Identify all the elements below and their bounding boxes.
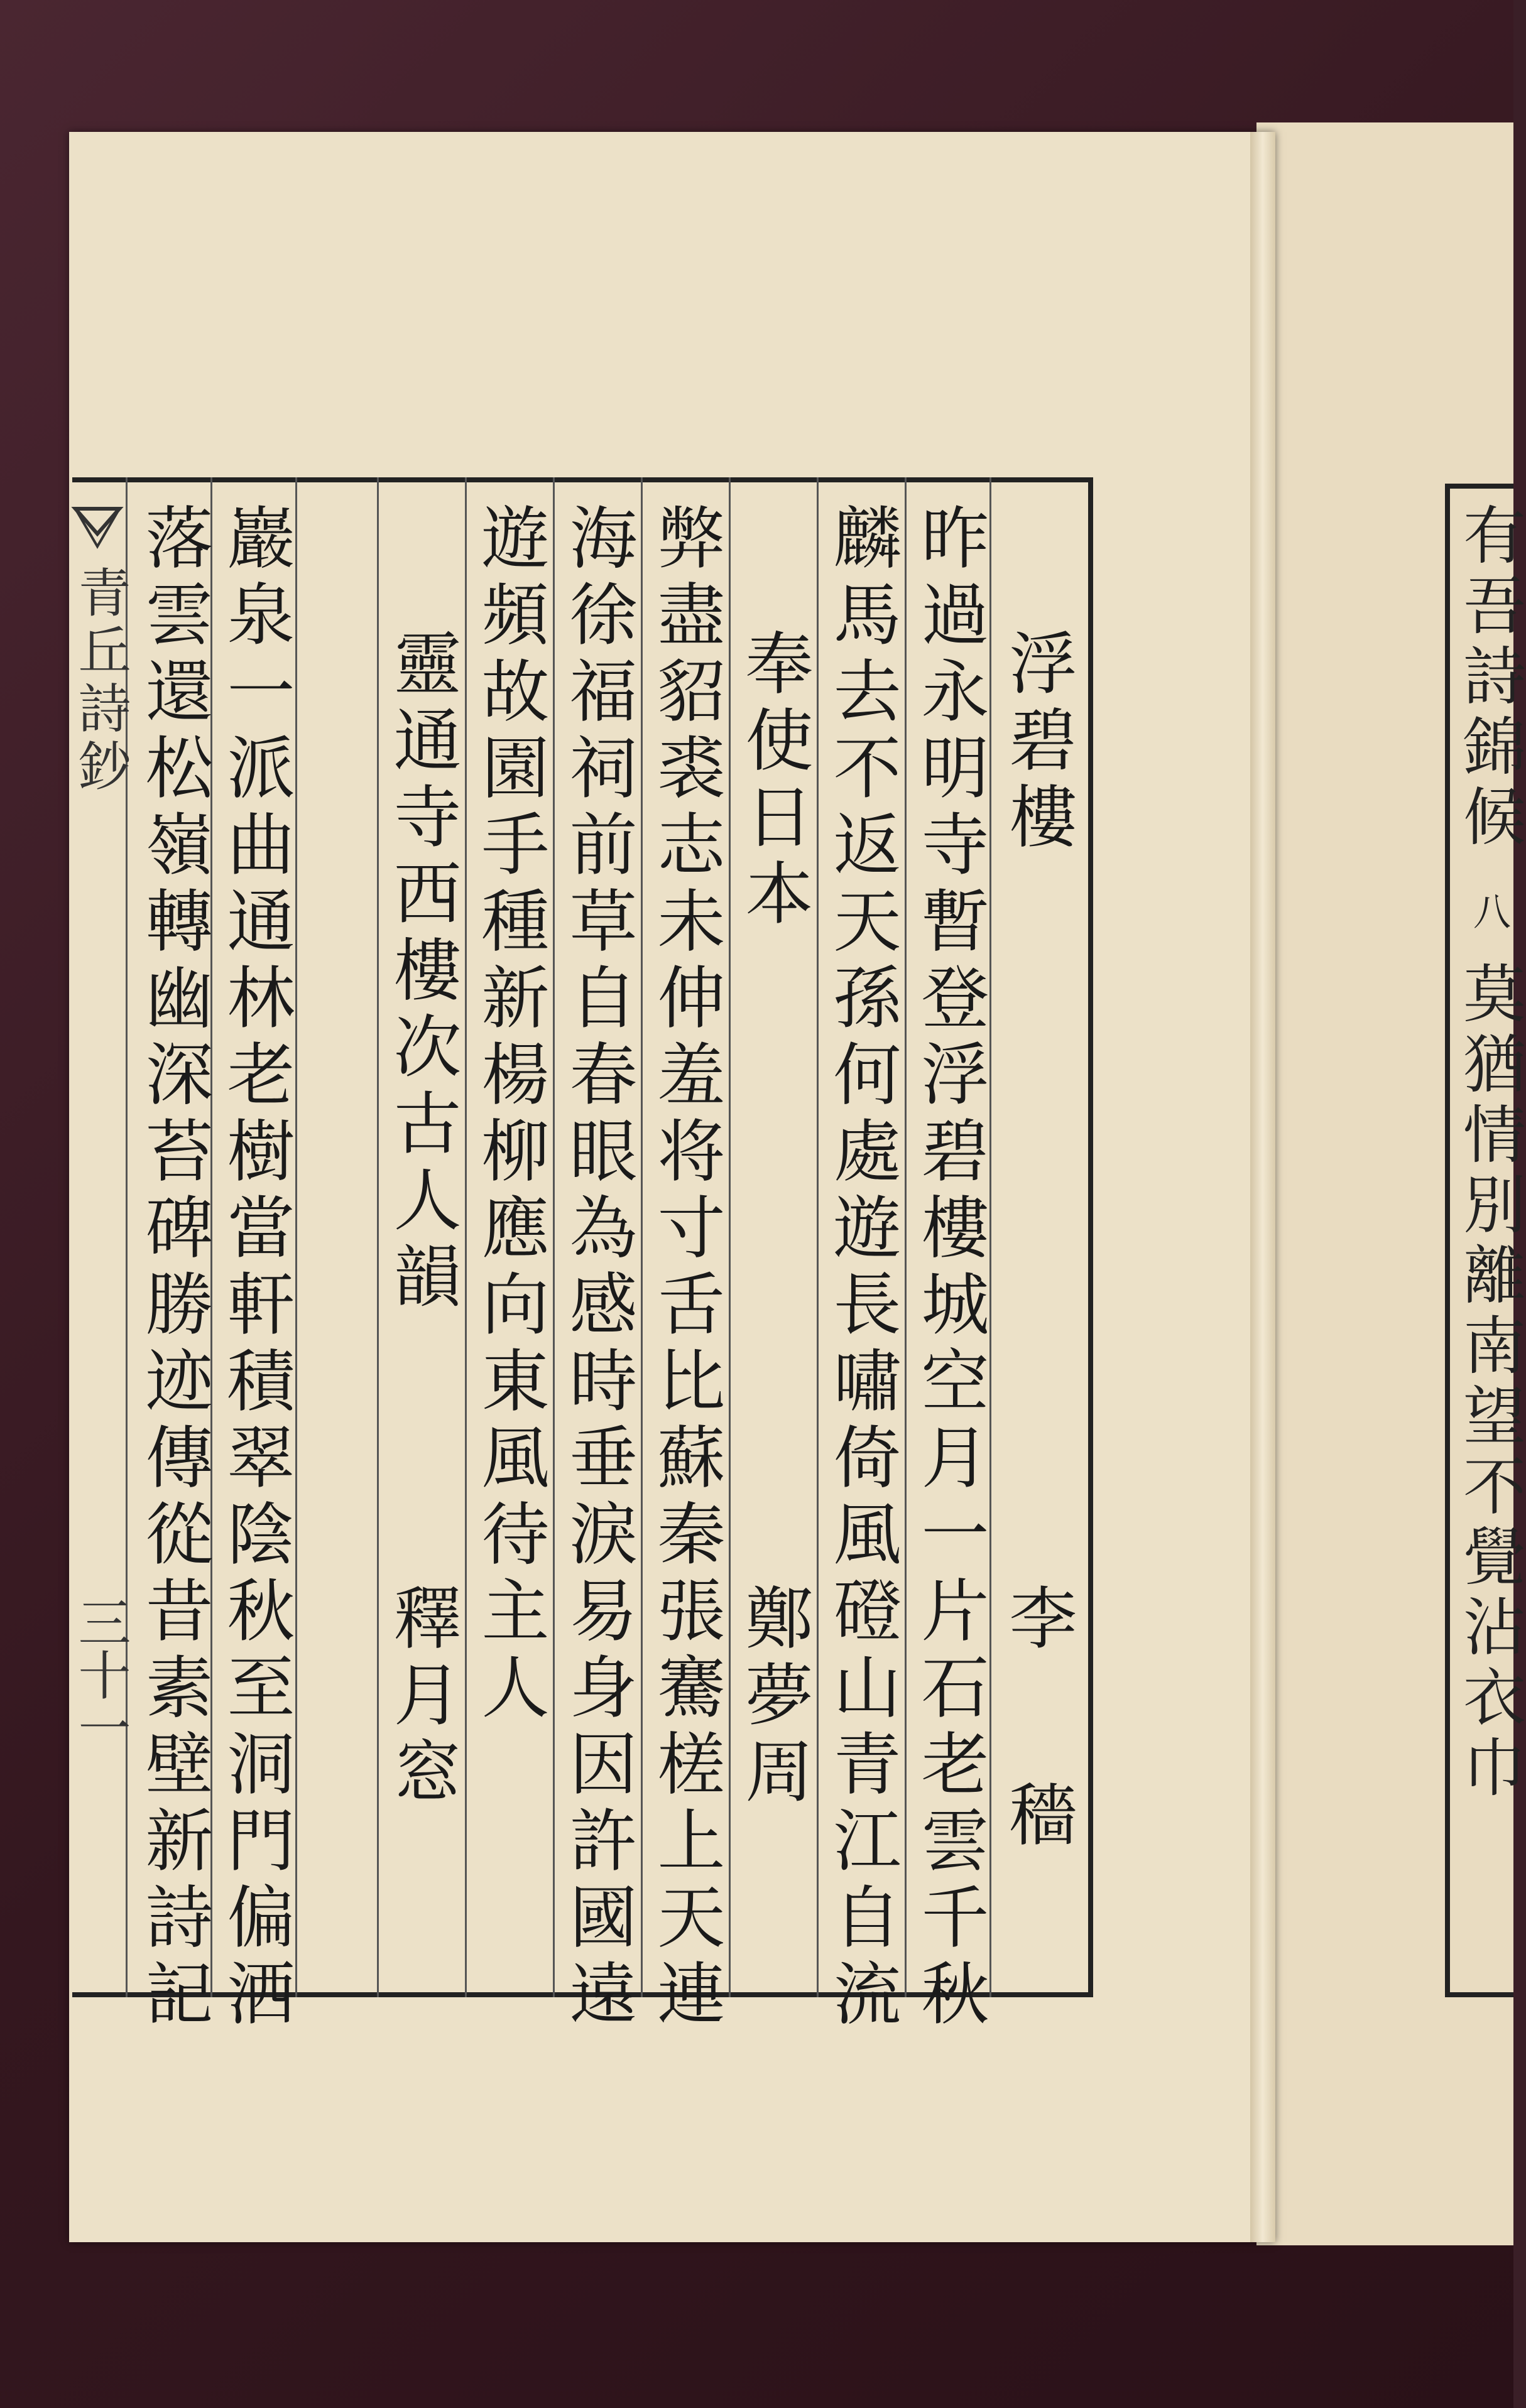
poem-author: 釋月窓 (382, 1583, 461, 1813)
facing-page-column: 莫猶情別離南望不覺沾衣巾 (1452, 961, 1526, 1805)
poem-line: 巖泉一派曲通林老樹當軒積翠陰秋至洞門偏洒 (215, 502, 294, 2035)
column-rule (465, 477, 467, 1997)
center-column-title: 青丘詩鈔 (70, 565, 131, 796)
column-rule (295, 477, 297, 1997)
poem-title: 靈通寺西樓次古人韻 (382, 628, 461, 1318)
poem-author: 鄭夢周 (734, 1583, 812, 1813)
poem-line: 海徐福祠前草自春眼為感時垂淚易身因許國遠 (558, 502, 636, 2035)
poem-line: 麟馬去不返天孫何處遊長嘯倚風磴山青江自流 (822, 502, 900, 2035)
column-rule (729, 477, 731, 1997)
column-rule (377, 477, 379, 1997)
facing-page-column: 八 (1467, 892, 1511, 937)
column-rule (641, 477, 643, 1997)
book-gutter (1250, 132, 1275, 2242)
poem-title: 奉使日本 (734, 628, 812, 935)
poem-line: 遊頻故園手種新楊柳應向東風待主人 (470, 502, 548, 1728)
poem-author: 李 穡 (998, 1583, 1076, 1872)
poem-line: 弊盡貂裘志未伸羞将寸舌比蘇秦張騫槎上天連 (646, 502, 724, 2035)
fish-tail-mark-icon (72, 502, 123, 553)
column-rule (553, 477, 555, 1997)
poem-line: 昨過永明寺暫登浮碧樓城空月一片石老雲千秋 (910, 502, 988, 2035)
column-rule (817, 477, 819, 1997)
column-rule (989, 477, 991, 1997)
facing-page-column: 有吾詩錦候 (1452, 502, 1526, 854)
poem-line: 落雲還松嶺轉幽深苔碑勝迹傳從昔素壁新詩記 (134, 502, 212, 2035)
poem-title: 浮碧樓 (998, 628, 1076, 858)
leaf-number: 三十一 (70, 1595, 131, 1754)
column-rule (905, 477, 907, 1997)
